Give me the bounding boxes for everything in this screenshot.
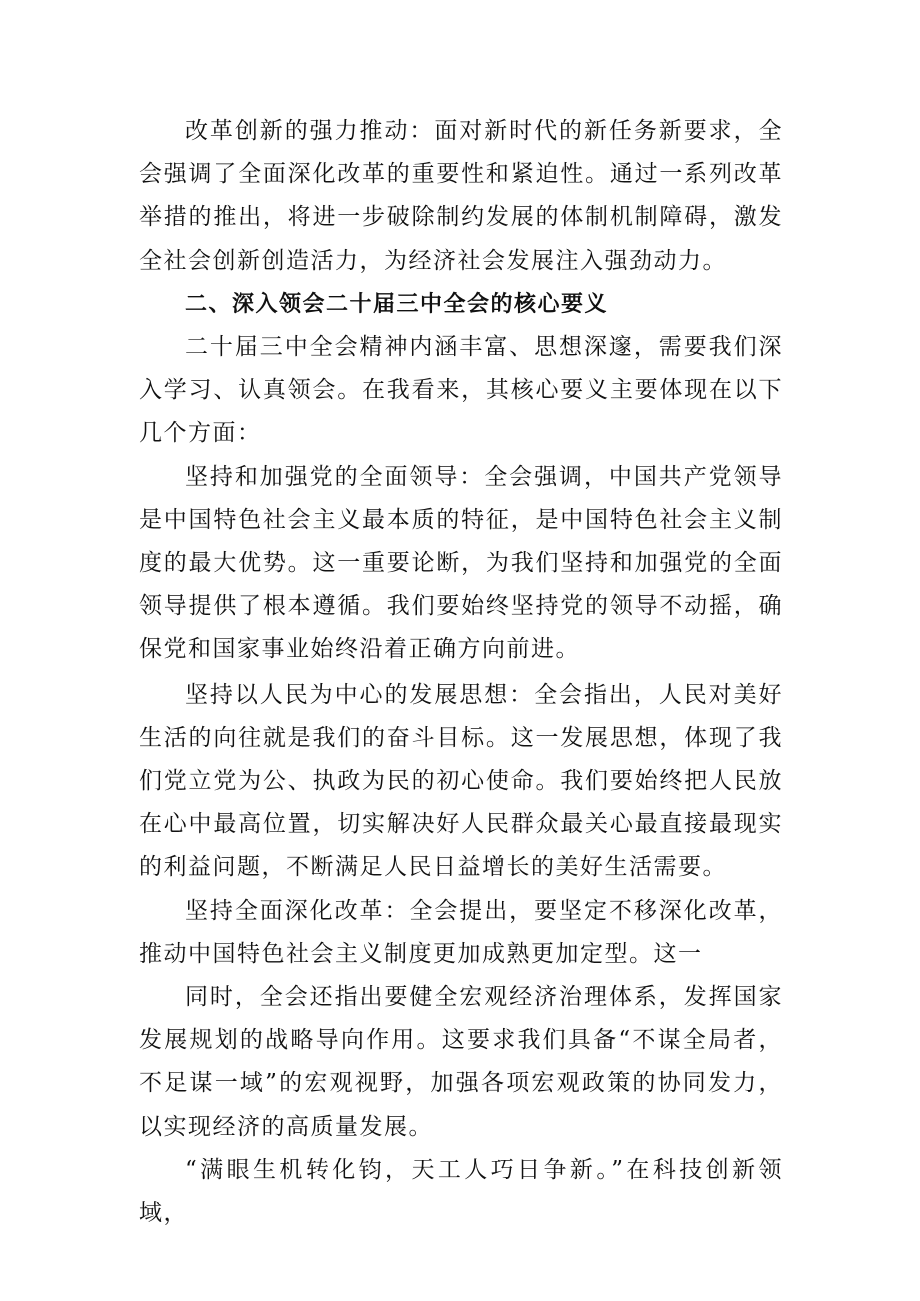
paragraph-deepening-reform: 坚持全面深化改革：全会提出，要坚定不移深化改革，推动中国特色社会主义制度更加成熟更加定型。这一 [139,897,783,967]
document-body [139,110,783,1235]
paragraph-people-centered: 坚持以人民为中心的发展思想：全会指出，人民对美好生活的向往就是我们的奋斗目标。这一发展思想，体现了我们党立党为公、执政为民的初心使命。我们要始终把人民放在心中最高位置，切实解决好人民群众最关心最直接最现实的利益问题，不断满足人民日益增长的美好生活需要。 [139,681,783,881]
paragraph-tech-innovation: “满眼生机转化钧，天工人巧日争新。”在科技创新领域， [139,1156,783,1227]
section-heading-core-essence: 二、深入领会二十届三中全会的核心要义 [185,291,609,317]
paragraph-core-essence-intro: 二十届三中全会精神内涵丰富、思想深邃，需要我们深入学习、认真领会。在我看来，其核心要义主要体现在以下几个方面： [139,334,783,447]
paragraph-reform-innovation: 改革创新的强力推动：面对新时代的新任务新要求，全会强调了全面深化改革的重要性和紧迫性。通过一系列改革举措的推出，将进一步破除制约发展的体制机制障碍，激发全社会创新创造活力，为经济社会发展注入强劲动力。 [139,118,783,274]
paragraph-party-leadership: 坚持和加强党的全面领导：全会强调，中国共产党领导是中国特色社会主义最本质的特征，是中国特色社会主义制度的最大优势。这一重要论断，为我们坚持和加强党的全面领导提供了根本遵循。我们要始终坚持党的领导不动摇，确保党和国家事业始终沿着正确方向前进。 [139,463,783,663]
paragraph-macro-governance: 同时，全会还指出要健全宏观经济治理体系，发挥国家发展规划的战略导向作用。这要求我们具备“不谋全局者，不足谋一域”的宏观视野，加强各项宏观政策的协同发力，以实现经济的高质量发展。 [139,984,783,1140]
